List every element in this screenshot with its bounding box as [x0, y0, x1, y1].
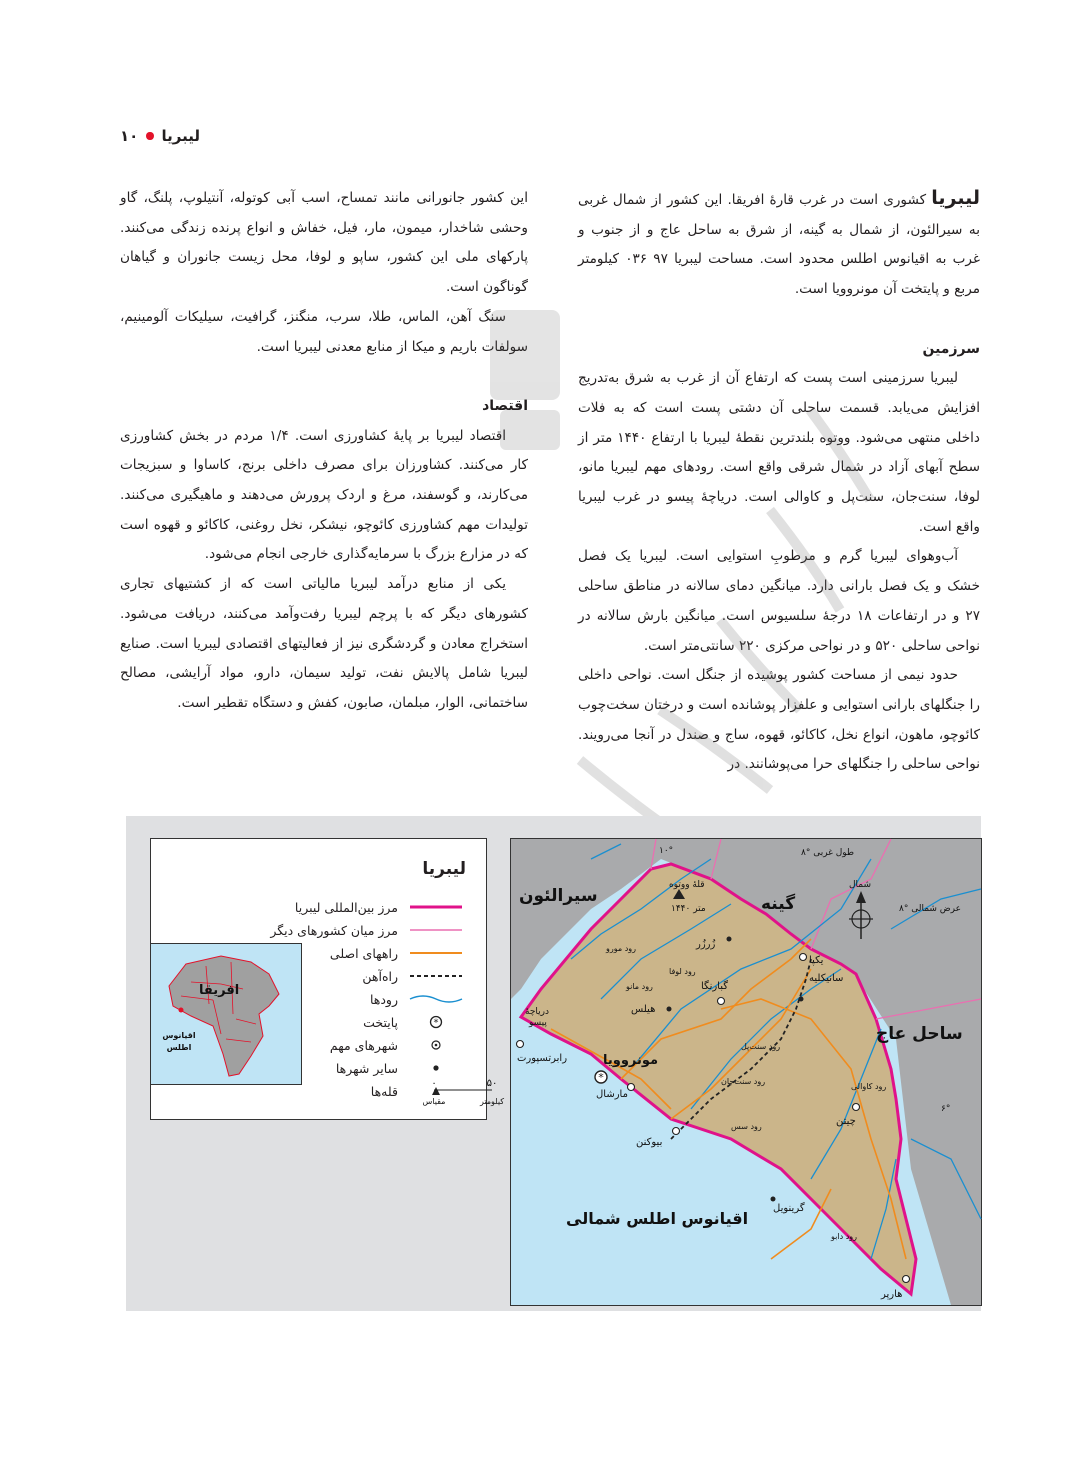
- grid-lat8: ۸° عرض شمالی: [899, 904, 962, 914]
- intro-paragraph: [578, 184, 980, 305]
- inset-ocean-label-2: اطلس: [166, 1043, 192, 1052]
- dashed-line-icon: [406, 966, 466, 986]
- label-city-11: هارپر: [881, 1289, 903, 1300]
- legend-label: راه‌آهن: [362, 968, 398, 984]
- pink-line-icon: [406, 920, 466, 940]
- legend-item: [336, 1058, 466, 1078]
- legend-label: سایر شهرها: [335, 1060, 398, 1076]
- scale-label: مقیاس: [422, 1097, 446, 1106]
- city-marker: [673, 1128, 680, 1135]
- label-lake-2: پیسو: [529, 1018, 547, 1028]
- label-city-3: سانیکلیه: [809, 973, 844, 984]
- label-city-10: گرینویل: [773, 1203, 805, 1214]
- legend-item: [370, 989, 466, 1009]
- city-marker: [800, 954, 807, 961]
- label-peak-name: قلهٔ ووتوه: [669, 880, 705, 890]
- legend-label: مرز بین‌المللی لیبریا: [294, 899, 398, 915]
- legend-label: مرز میان کشورهای دیگر: [270, 922, 398, 938]
- capital-symbol-icon: [406, 1012, 466, 1032]
- economy-heading: اقتصاد: [482, 397, 528, 414]
- left-column: [120, 184, 528, 719]
- city-marker: [517, 1041, 524, 1048]
- city-marker: [771, 1197, 776, 1202]
- label-city-8: بیوکنن: [636, 1137, 663, 1148]
- label-city-2: یکپا: [809, 955, 824, 966]
- magenta-line-icon: [406, 897, 466, 917]
- label-river-8: رود دابو: [831, 1232, 857, 1241]
- economy-paragraph-2: یکی از منابع درآمد لیبریا مالیاتی است که از کشتیهای تجاری کشورهای دیگر که با پرچم لیبریا رفت‌وآمد می‌کنند، دریافت می‌شود. استخراج معادن و گردشگری نیز از فعالیتهای اقتصادی لیبریا است. صنایع لیبریا شامل پالایش نفت، تولید سیمان، دارو، مواد آرایشی، مصالح ساختمانی، الوار، مبلمان، صابون، کفش و دستگاه تقطیر است.: [120, 576, 528, 711]
- orange-line-icon: [406, 943, 466, 963]
- animals-paragraph: این کشور جانورانی مانند تمساح، اسب آبی کوتوله، آنتیلوپ، پلنگ، گاو وحشی شاخدار، میمون، مار، فیل، خفاش و انواع پرنده زندگی می‌کنند. پارکهای ملی این کشور، ساپو و لوفا، محل زیست جانوران و گیاهان گوناگون است.: [120, 190, 528, 296]
- spacer: [120, 362, 528, 392]
- red-dot-icon: [146, 132, 153, 140]
- scale-unit: کیلومتر: [479, 1097, 505, 1106]
- legend-title: لیبریا: [422, 859, 466, 879]
- inset-ocean-label-1: اقیانوس: [162, 1031, 196, 1040]
- legend-item: [270, 920, 466, 940]
- label-ivory-coast: ساحل عاج: [876, 1024, 963, 1044]
- label-river-7: رود کاوالی: [851, 1082, 887, 1091]
- label-city-5: هیلس: [631, 1004, 656, 1015]
- liberia-map: [510, 838, 982, 1306]
- legend-label: قله‌ها: [370, 1083, 398, 1099]
- city-marker: [799, 997, 804, 1002]
- scale-zero: ۰: [431, 1078, 437, 1089]
- label-river-1: رود مورو: [606, 944, 636, 953]
- grid-lat6: ۶°: [941, 1104, 951, 1114]
- scale-value: ۵۰: [486, 1078, 498, 1089]
- label-sierra-leone: سیرالئون: [519, 886, 598, 906]
- economy-paragraph-1: اقتصاد لیبریا بر پایهٔ کشاورزی است. ۱/۴ مردم در بخش کشاورزی کار می‌کنند. کشاورزان برای مصرف داخلی برنج، کاساوا و سبزیجات می‌کارند، و گوسفند، مرغ و اردک پرورش می‌دهند و ماهیگیری می‌کنند. تولیدات مهم کشاورزی کائوچو، نیشکر، نخل روغنی، کاکائو و قهوه است که در مزارع بزرگ با سرمایه‌گذاری خارجی انجام می‌شود.: [120, 427, 528, 563]
- legend-item: [363, 1012, 466, 1032]
- legend-item: [362, 966, 466, 986]
- city-marker: [853, 1104, 860, 1111]
- label-city-7: مارشال: [596, 1089, 628, 1100]
- label-capital: مونروویا: [603, 1053, 659, 1068]
- intro-text: کشوری است در غرب قارهٔ افریقا. این کشور از شمال غربی به سیرالئون، از شمال به گینه، از شرق به ساحل عاج و از جنوب و غرب به اقیانوس اطلس محدود است. مساحت لیبریا ۹۷ ۰۳۶ کیلومتر مربع و پایتخت آن مونروویا است.: [578, 192, 980, 298]
- legend-label: شهرهای مهم: [329, 1037, 398, 1053]
- land-paragraph-1: لیبریا سرزمینی است پست که ارتفاع آن از غرب به شرق به‌تدریج افزایش می‌یابد. قسمت ساحلی آن دشتی پست است که به فلات داخلی منتهی می‌شود. ووتوه بلندترین نقطهٔ لیبریا با ارتفاع ۱۴۴۰ متر از سطح آبهای آزاد در شمال شرقی واقع است. رودهای مهم لیبریا مانو، لوفا، سنت‌جان، سنت‌پل و کاوالی است. دریاچهٔ پیسو در غرب لیبریا واقع است.: [578, 370, 980, 535]
- label-city-4: گبارنگا: [701, 981, 729, 992]
- city-marker: [718, 998, 725, 1005]
- label-north: شمال: [849, 880, 872, 890]
- label-river-2: رود لوفا: [669, 967, 696, 976]
- svg-text:*: *: [598, 1071, 604, 1084]
- label-river-5: رود سنت‌جان: [721, 1077, 766, 1086]
- spacer: [578, 305, 980, 335]
- city-marker: [727, 937, 732, 942]
- legend-item: [295, 897, 466, 917]
- label-city-6: رابرتسپورت: [517, 1053, 568, 1064]
- city-marker: [628, 1084, 635, 1091]
- map-scale: [420, 1078, 505, 1118]
- legend-label: رودها: [369, 991, 398, 1007]
- africa-inset-map: [150, 943, 302, 1085]
- grid-lon8: ۸° طول غربی: [801, 848, 855, 858]
- legend-label: راههای اصلی: [329, 945, 398, 961]
- label-river-6: رود سس: [731, 1122, 762, 1131]
- legend-item: [330, 1035, 466, 1055]
- capital-symbol-icon: [595, 1071, 607, 1084]
- land-paragraph-3: حدود نیمی از مساحت کشور پوشیده از جنگل است. نواحی داخلی را جنگلهای بارانی استوایی و علفزار پوشانده است و درختان سخت‌چوب کائوچو، ماهون، انواع نخل، کاکائو، قهوه، ساج و صندل در آنجا می‌رویند. نواحی ساحلی را جنگلهای حرا می‌پوشانند. در: [577, 667, 980, 773]
- circle-dot-icon: [406, 1035, 466, 1055]
- header-title: لیبریا: [161, 127, 200, 145]
- label-guinea: گینه: [761, 894, 796, 914]
- label-peak-height: ۱۴۴۰ متر: [671, 904, 706, 914]
- svg-text:*: *: [433, 1017, 439, 1029]
- city-marker: [667, 1007, 672, 1012]
- label-ocean: اقیانوس اطلس شمالی: [566, 1209, 749, 1228]
- country-name: لیبریا: [931, 187, 980, 209]
- city-marker: [903, 1276, 910, 1283]
- inset-continent-label: افریقا: [199, 983, 240, 998]
- label-city-9: چیتن: [836, 1116, 856, 1127]
- legend-label: پایتخت: [363, 1014, 398, 1030]
- label-lake-1: دریاچهٔ: [525, 1007, 549, 1017]
- blue-line-icon: [406, 989, 466, 1009]
- land-heading: سرزمین: [922, 340, 980, 357]
- label-city-1: زُرزُر: [696, 939, 716, 950]
- land-paragraph-2: آب‌وهوای لیبریا گرم و مرطوبِ استوایی است. لیبریا یک فصل خشک و یک فصل بارانی دارد. میانگین دمای سالانه در مناطق ساحلی ۲۷ و در ارتفاعات ۱۸ درجهٔ سلسیوس است. میانگین بارش سالانه در نواحی ساحلی ۵۲۰ و در نواحی مرکزی ۲۲۰ سانتی‌متر است.: [578, 548, 980, 654]
- legend-item: [330, 943, 466, 963]
- page-header: [120, 124, 200, 148]
- dot-icon: [406, 1058, 466, 1078]
- right-column: [578, 184, 980, 780]
- label-river-4: رود سنت‌پل: [741, 1042, 781, 1051]
- page-number: ۱۰: [120, 127, 139, 145]
- grid-lon10: ۱۰°: [659, 846, 674, 856]
- label-river-3: رود مانو: [626, 982, 653, 991]
- minerals-paragraph: سنگ آهن، الماس، طلا، سرب، منگنز، گرافیت، سیلیکات آلومینیم، سولفات باریم و میکا از منابع معدنی لیبریا است.: [120, 308, 528, 355]
